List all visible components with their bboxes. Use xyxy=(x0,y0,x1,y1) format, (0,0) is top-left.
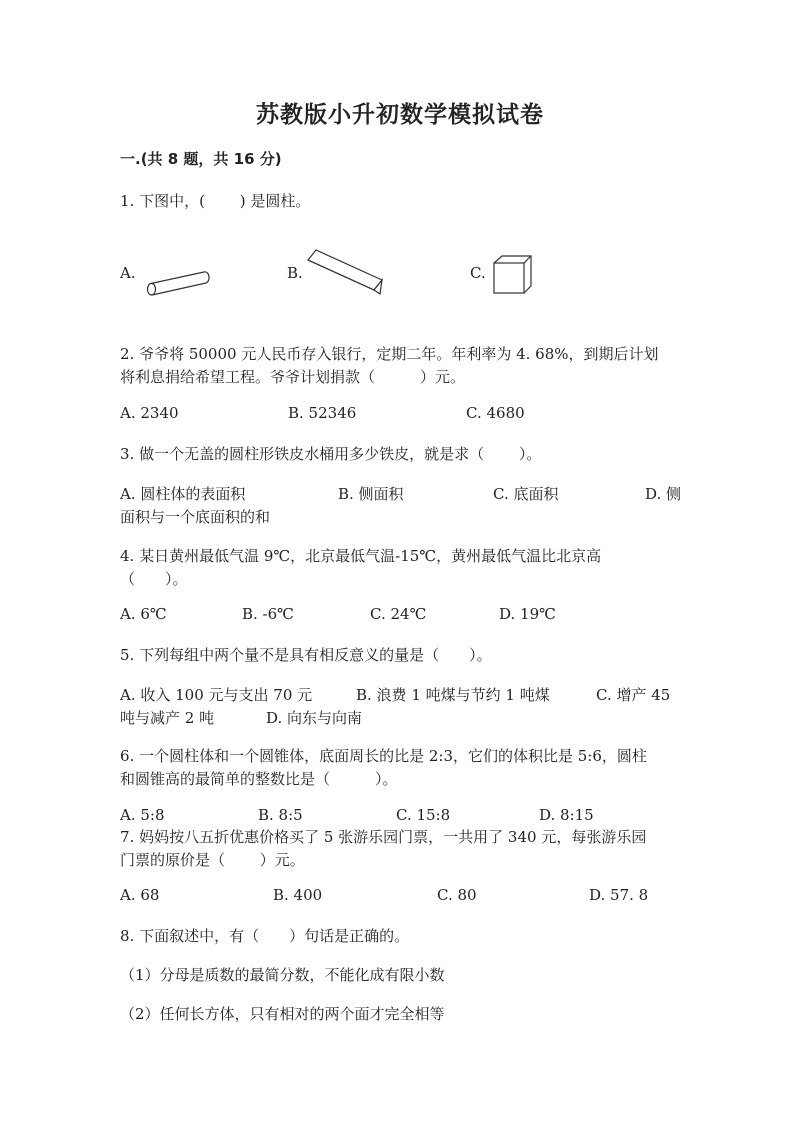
question-4-line-1: 4. 某日黄州最低气温 9℃，北京最低气温-15℃，黄州最低气温比北京高 xyxy=(120,547,602,565)
q5-option-d: D. 向东与向南 xyxy=(266,709,363,727)
question-6-line-2: 和圆锥高的最简单的整数比是（ ）。 xyxy=(120,770,398,788)
q7-option-d: D. 57. 8 xyxy=(589,886,649,904)
q4-option-c: C. 24℃ xyxy=(370,605,427,623)
q7-option-a: A. 68 xyxy=(120,886,160,904)
q8-statement-1: （1）分母是质数的最简分数，不能化成有限小数 xyxy=(120,966,445,984)
q5-option-a: A. 收入 100 元与支出 70 元 xyxy=(120,686,313,704)
question-5: 5. 下列每组中两个量不是具有相反意义的量是（ ）。 xyxy=(120,646,492,664)
cube-figure xyxy=(490,254,536,296)
question-8: 8. 下面叙述中，有（ ）句话是正确的。 xyxy=(120,927,410,945)
question-2-line-2: 将利息捐给希望工程。爷爷计划捐款（ ）元。 xyxy=(120,368,466,386)
question-4-line-2: （ ）。 xyxy=(120,570,188,588)
question-3: 3. 做一个无盖的圆柱形铁皮水桶用多少铁皮，就是求（ ）。 xyxy=(120,445,542,463)
q6-option-a: A. 5:8 xyxy=(120,806,165,824)
q3-option-d-continued: 面积与一个底面积的和 xyxy=(120,508,271,526)
q4-option-b: B. -6℃ xyxy=(242,605,294,623)
q3-option-b: B. 侧面积 xyxy=(338,485,404,503)
q2-option-c: C. 4680 xyxy=(466,404,525,422)
q8-statement-2: （2）任何长方体，只有相对的两个面才完全相等 xyxy=(120,1005,445,1023)
q3-option-a: A. 圆柱体的表面积 xyxy=(120,485,246,503)
q4-option-a: A. 6℃ xyxy=(120,605,167,623)
q6-option-c: C. 15:8 xyxy=(396,806,451,824)
page-title: 苏教版小升初数学模拟试卷 xyxy=(256,102,544,128)
q2-option-a: A. 2340 xyxy=(120,404,179,422)
q1-option-b-label: B. xyxy=(287,264,303,282)
question-7-line-1: 7. 妈妈按八五折优惠价格买了 5 张游乐园门票，一共用了 340 元，每张游乐园 xyxy=(120,828,647,846)
q7-option-b: B. 400 xyxy=(273,886,323,904)
question-1: 1. 下图中，( ) 是圆柱。 xyxy=(120,192,311,210)
q2-option-b: B. 52346 xyxy=(288,404,357,422)
q4-option-d: D. 19℃ xyxy=(499,605,556,623)
q5-option-c-continued: 吨与减产 2 吨 xyxy=(120,709,215,727)
cylinder-figure xyxy=(140,266,220,306)
q6-option-d: D. 8:15 xyxy=(539,806,594,824)
q1-option-a-label: A. xyxy=(120,264,136,282)
q3-option-c: C. 底面积 xyxy=(493,485,559,503)
question-7-line-2: 门票的原价是（ ）元。 xyxy=(120,851,305,869)
section-heading: 一.(共 8 题，共 16 分) xyxy=(120,150,282,168)
q7-option-c: C. 80 xyxy=(437,886,477,904)
q1-option-c-label: C. xyxy=(470,264,486,282)
prism-figure xyxy=(300,246,390,298)
q5-option-c: C. 增产 45 xyxy=(596,686,671,704)
question-6-line-1: 6. 一个圆柱体和一个圆锥体，底面周长的比是 2:3，它们的体积比是 5:6，圆柱 xyxy=(120,747,647,765)
q5-option-b: B. 浪费 1 吨煤与节约 1 吨煤 xyxy=(356,686,550,704)
question-2-line-1: 2. 爷爷将 50000 元人民币存入银行，定期二年。年利率为 4. 68%，到期后计划 xyxy=(120,345,659,363)
q6-option-b: B. 8:5 xyxy=(258,806,303,824)
q3-option-d: D. 侧 xyxy=(645,485,682,503)
